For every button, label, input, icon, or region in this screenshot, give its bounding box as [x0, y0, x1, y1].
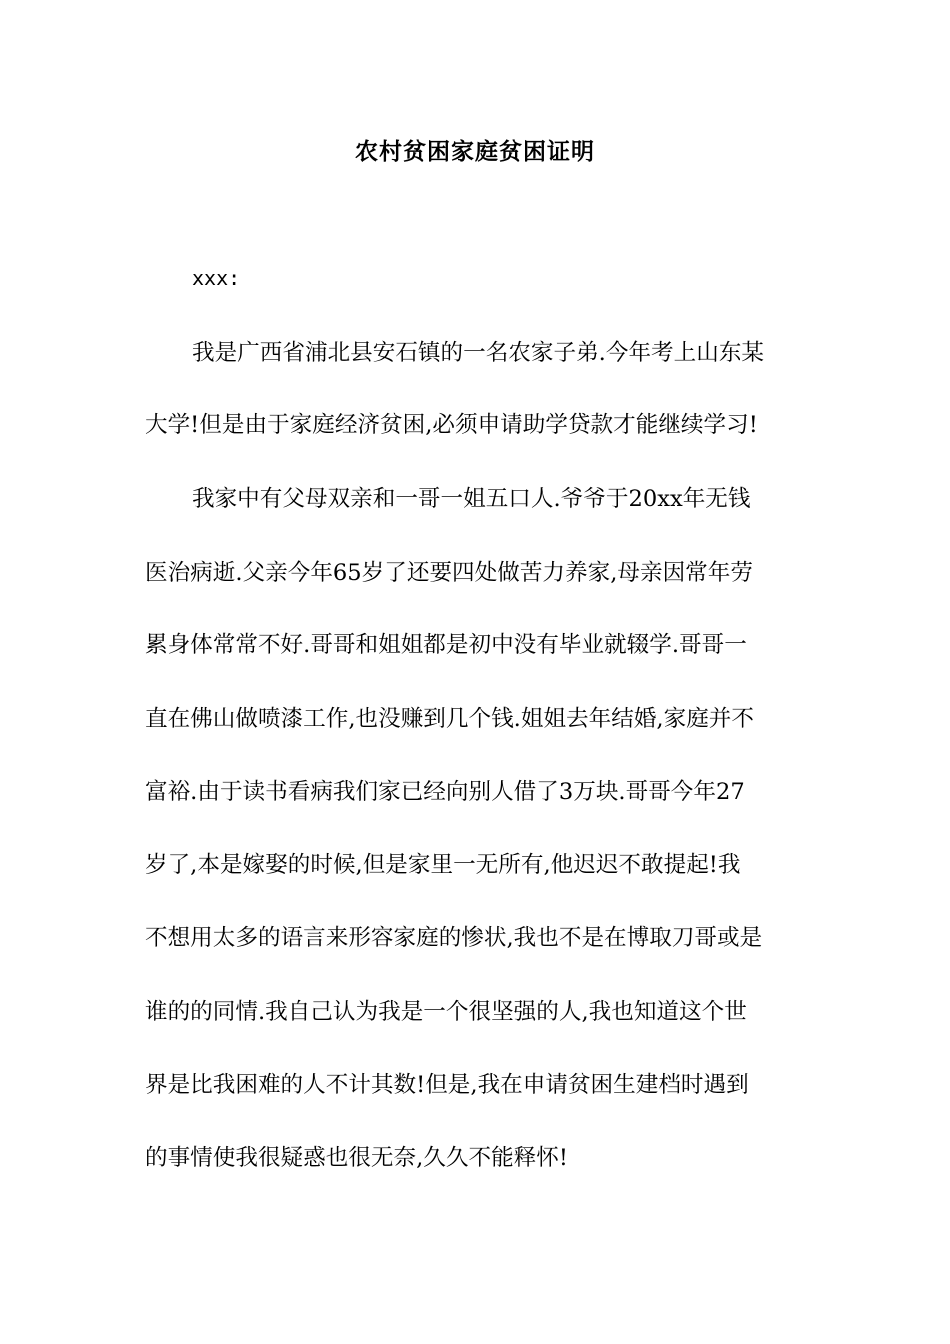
paragraph-2-line-1: 我家中有父母双亲和一哥一姐五口人.爷爷于20xx年无钱	[192, 486, 751, 512]
paragraph-1-line-1: 我是广西省浦北县安石镇的一名农家子弟.今年考上山东某	[192, 340, 765, 366]
paragraph-2-line-6: 岁了,本是嫁娶的时候,但是家里一无所有,他迟迟不敢提起!我	[145, 852, 741, 878]
paragraph-2-line-3: 累身体常常不好.哥哥和姐姐都是初中没有毕业就辍学.哥哥一	[145, 632, 747, 658]
paragraph-2-line-2: 医治病逝.父亲今年65岁了还要四处做苦力养家,母亲因常年劳	[145, 560, 753, 586]
paragraph-2-line-5: 富裕.由于读书看病我们家已经向别人借了3万块.哥哥今年27	[145, 779, 745, 805]
greeting-line: xxx:	[192, 266, 241, 290]
paragraph-1-line-2: 大学!但是由于家庭经济贫困,必须申请助学贷款才能继续学习!	[145, 412, 758, 438]
document-title: 农村贫困家庭贫困证明	[355, 139, 595, 165]
paragraph-2-line-4: 直在佛山做喷漆工作,也没赚到几个钱.姐姐去年结婚,家庭并不	[145, 706, 754, 732]
paragraph-2-line-9: 界是比我困难的人不计其数!但是,我在申请贫困生建档时遇到	[145, 1072, 749, 1098]
paragraph-2-line-10: 的事情使我很疑惑也很无奈,久久不能释怀!	[145, 1145, 568, 1171]
paragraph-2-line-7: 不想用太多的语言来形容家庭的惨状,我也不是在博取刀哥或是	[145, 925, 763, 951]
paragraph-2-line-8: 谁的的同情.我自己认为我是一个很坚强的人,我也知道这个世	[145, 999, 747, 1025]
